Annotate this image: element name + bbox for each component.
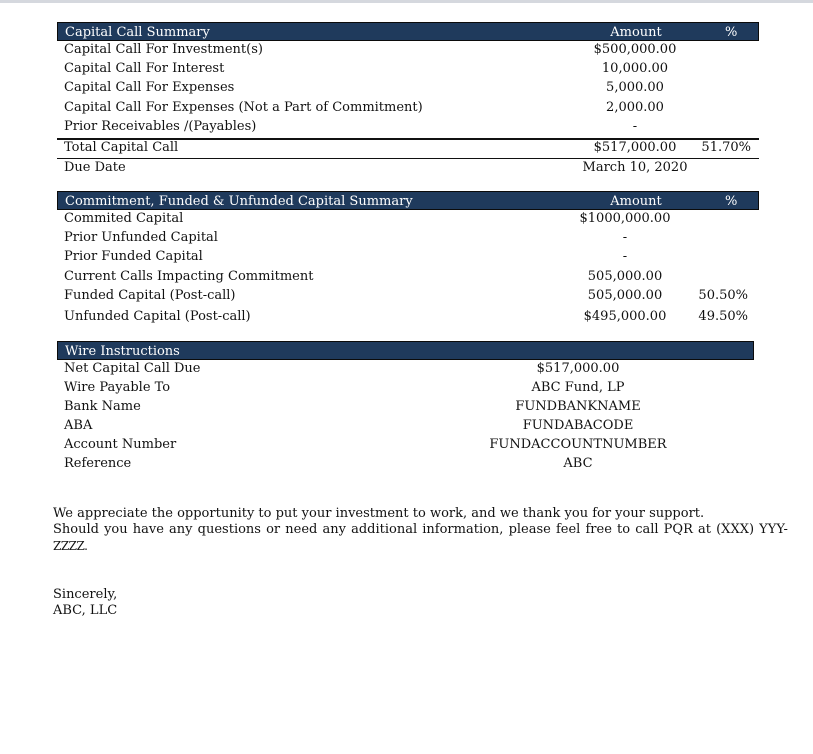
table-row — [57, 42, 759, 61]
row-value: $517,000.00 — [536, 361, 620, 376]
row-label: Prior Receivables /(Payables) — [64, 119, 257, 134]
row-label: Unfunded Capital (Post-call) — [64, 309, 251, 324]
row-percent: 49.50% — [698, 309, 748, 324]
capital-call-summary-section — [57, 22, 759, 175]
table-row — [57, 269, 759, 288]
letter-line-1: We appreciate the opportunity to put your investment to work, and we thank you for your support. — [53, 506, 705, 521]
total-bottom-rule — [57, 158, 759, 159]
row-value: ABC — [563, 456, 593, 471]
row-label: Commited Capital — [64, 211, 184, 226]
row-percent: 50.50% — [698, 288, 748, 303]
wire-instructions-title: Wire Instructions — [65, 344, 180, 359]
signature-name: ABC, LLC — [53, 603, 118, 618]
table-row — [57, 456, 754, 475]
table-row — [57, 399, 754, 418]
total-percent: 51.70% — [701, 140, 751, 155]
table-row — [57, 211, 759, 230]
row-amount: 2,000.00 — [606, 100, 664, 115]
table-row — [57, 288, 759, 307]
row-amount: - — [632, 119, 638, 134]
table-row — [57, 437, 754, 456]
row-value: ABC Fund, LP — [531, 380, 625, 395]
row-amount: 5,000.00 — [606, 80, 664, 95]
row-label: Prior Funded Capital — [64, 249, 203, 264]
row-label: Capital Call For Investment(s) — [64, 42, 263, 57]
row-label: Capital Call For Expenses (Not a Part of Commitment) — [64, 100, 423, 115]
closing-salutation: Sincerely, — [53, 587, 118, 602]
row-amount: 505,000.00 — [587, 269, 663, 284]
capital-call-summary-header — [57, 22, 759, 41]
due-date-label: Due Date — [64, 160, 126, 175]
row-label: Bank Name — [64, 399, 141, 414]
table-row — [57, 361, 754, 380]
row-label: Current Calls Impacting Commitment — [64, 269, 314, 284]
row-label: Net Capital Call Due — [64, 361, 201, 376]
commitment-summary-header — [57, 191, 759, 210]
row-value: FUNDACCOUNTNUMBER — [489, 437, 667, 452]
row-amount: 10,000.00 — [601, 61, 669, 76]
row-amount: - — [622, 249, 628, 264]
row-label: Wire Payable To — [64, 380, 171, 395]
row-label: Prior Unfunded Capital — [64, 230, 218, 245]
row-amount: $500,000.00 — [593, 42, 677, 57]
row-label: Reference — [64, 456, 132, 471]
row-label: Capital Call For Interest — [64, 61, 225, 76]
row-amount: - — [622, 230, 628, 245]
row-label: Capital Call For Expenses — [64, 80, 235, 95]
table-row — [57, 309, 759, 328]
letter-line-2: Should you have any questions or need any additional information, please feel free to call PQR at (XXX) YYY- — [53, 522, 788, 537]
table-row — [57, 249, 759, 268]
due-date-value: March 10, 2020 — [582, 160, 688, 175]
wire-instructions-header — [57, 341, 754, 360]
table-row — [57, 230, 759, 249]
percent-column-header: % — [725, 194, 738, 209]
letter-line-3: ZZZZ. — [53, 539, 88, 553]
row-label: ABA — [64, 418, 93, 433]
total-row — [57, 140, 759, 159]
page-top-border — [0, 0, 813, 3]
total-amount: $517,000.00 — [593, 140, 677, 155]
row-value: FUNDABACODE — [522, 418, 634, 433]
row-label: Funded Capital (Post-call) — [64, 288, 236, 303]
amount-column-header: Amount — [610, 25, 662, 40]
table-row — [57, 80, 759, 99]
due-date-row — [57, 160, 759, 179]
table-row — [57, 61, 759, 80]
percent-column-header: % — [725, 25, 738, 40]
wire-instructions-section — [57, 341, 754, 471]
table-row — [57, 119, 759, 138]
commitment-summary-title: Commitment, Funded & Unfunded Capital Summary — [65, 194, 413, 209]
commitment-summary-section — [57, 191, 759, 324]
row-amount: 505,000.00 — [587, 288, 663, 303]
row-amount: $1000,000.00 — [579, 211, 671, 226]
table-row — [57, 418, 754, 437]
row-amount: $495,000.00 — [583, 309, 667, 324]
row-label: Account Number — [64, 437, 177, 452]
capital-call-summary-title: Capital Call Summary — [65, 25, 210, 40]
row-value: FUNDBANKNAME — [515, 399, 641, 414]
table-row — [57, 100, 759, 119]
total-label: Total Capital Call — [64, 140, 179, 155]
table-row — [57, 380, 754, 399]
amount-column-header: Amount — [610, 194, 662, 209]
